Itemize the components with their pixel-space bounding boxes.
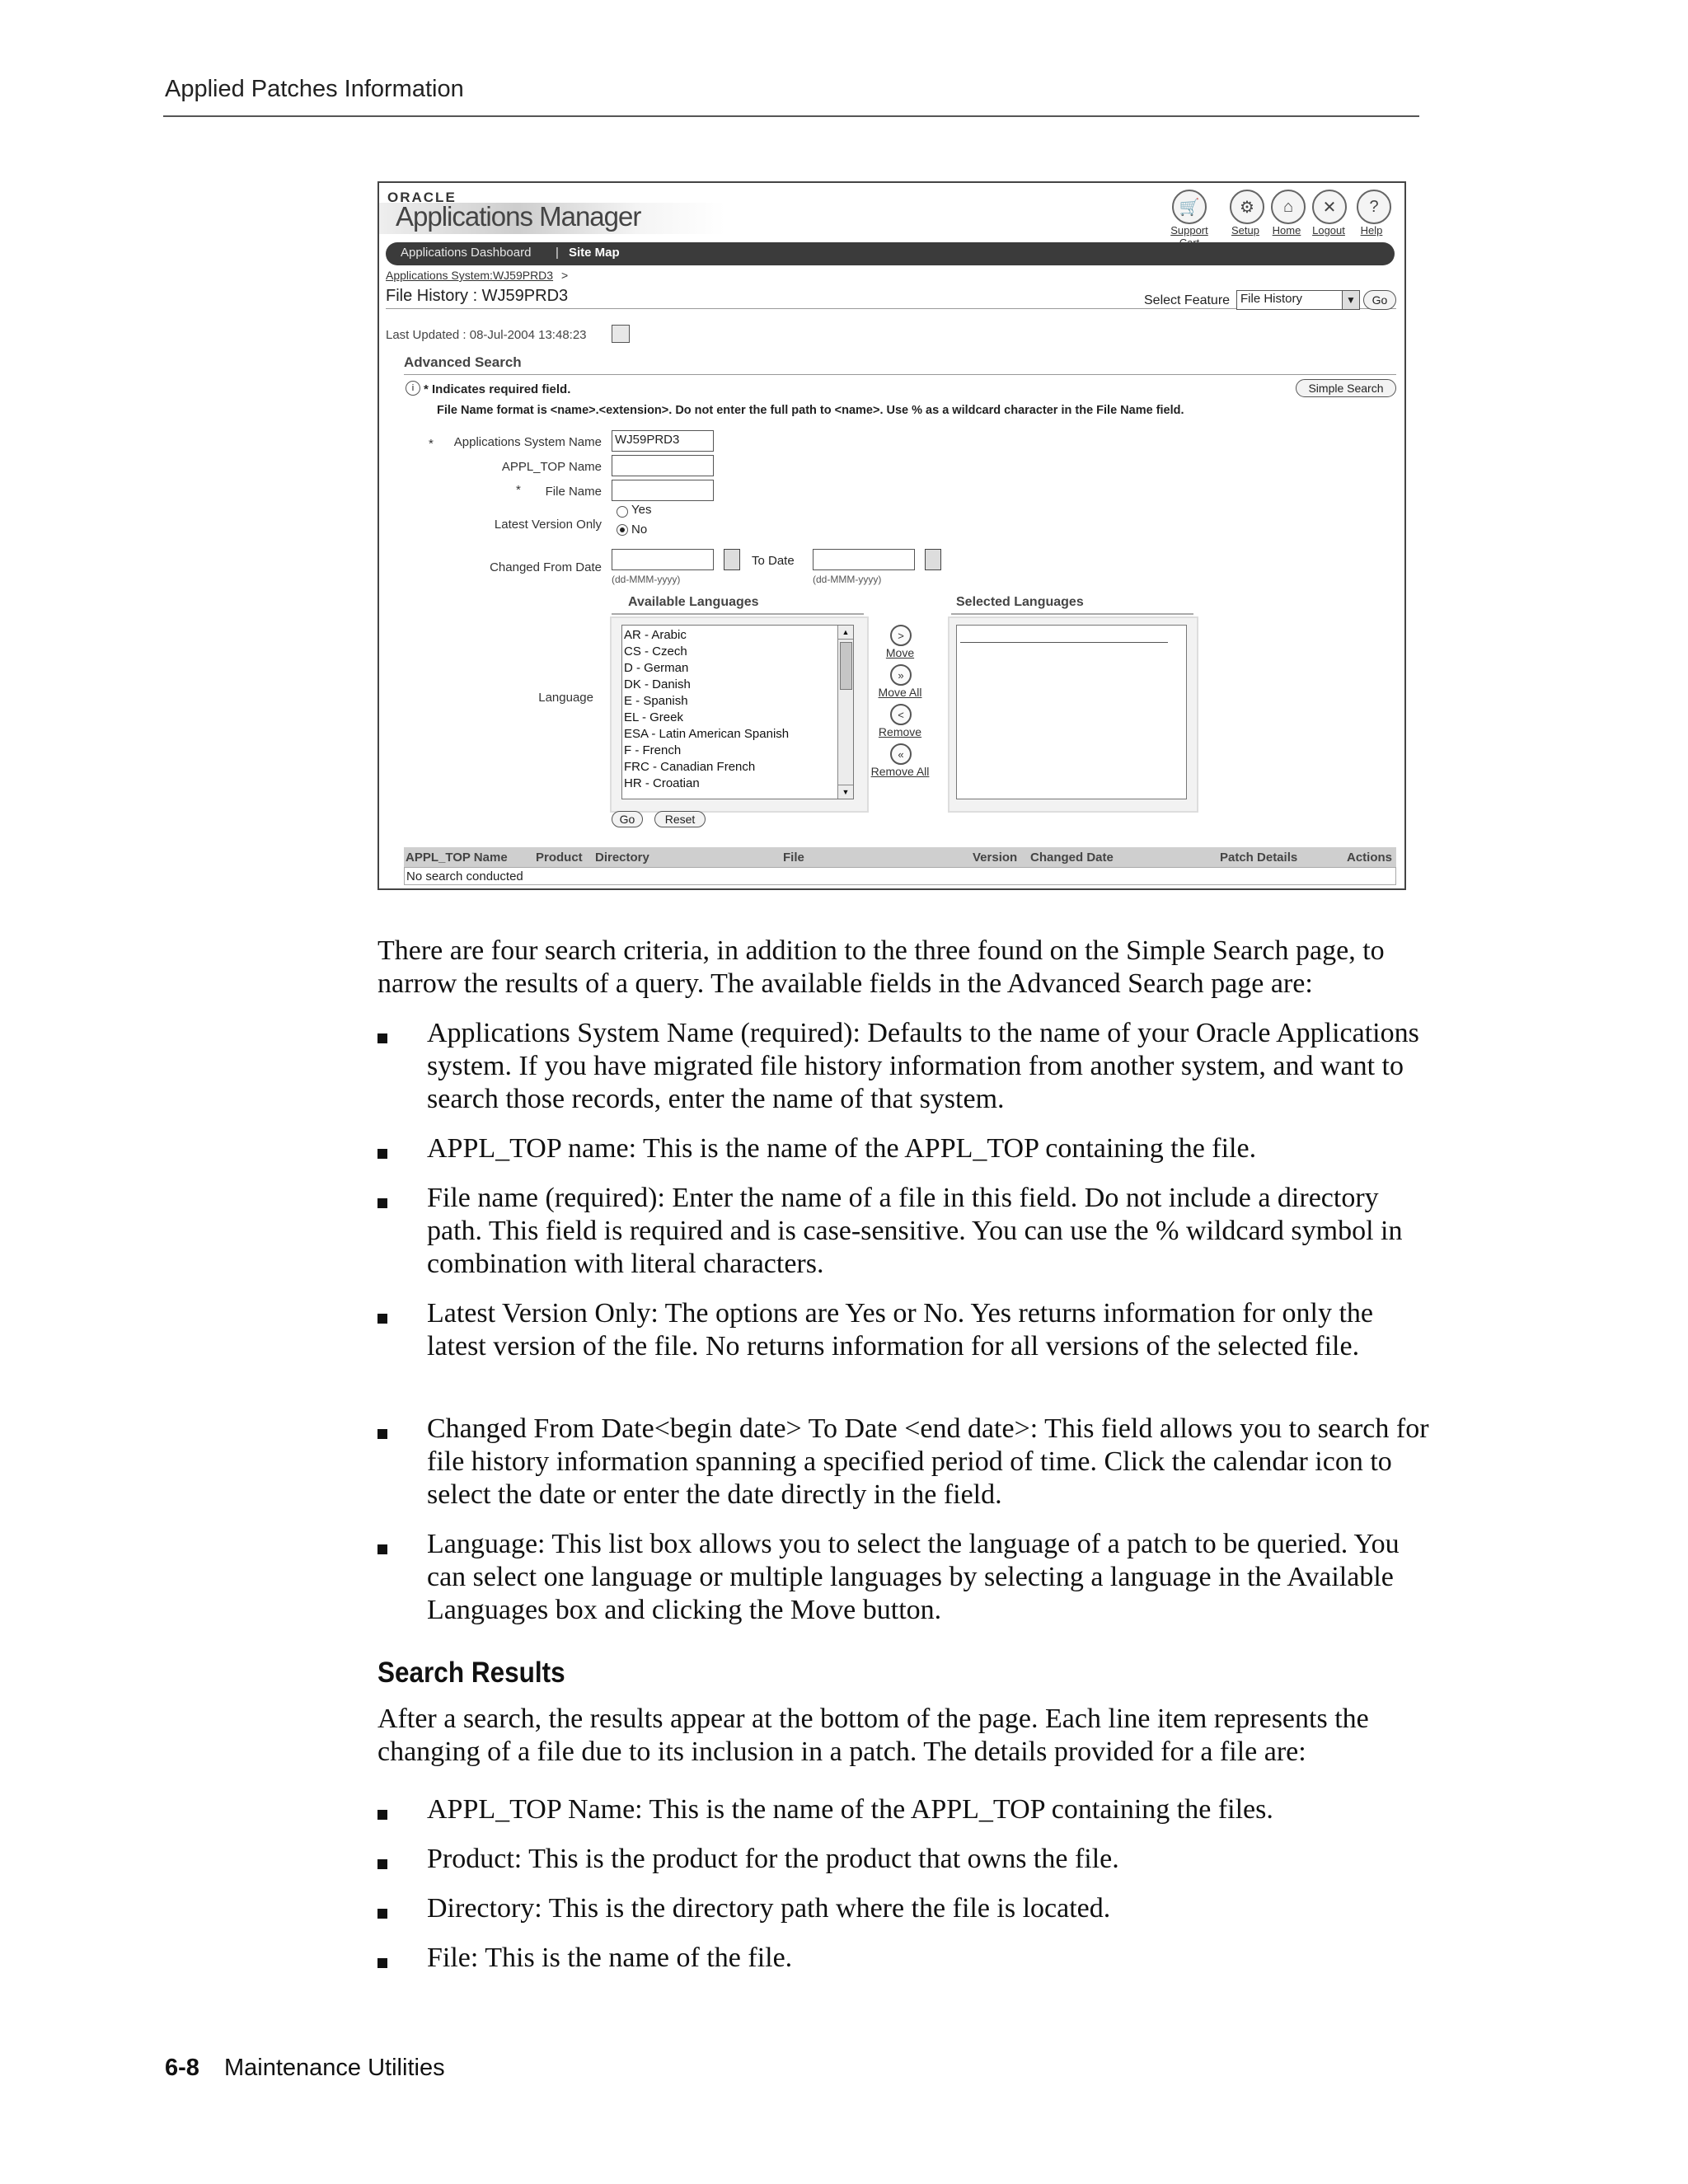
support-cart-link[interactable]: Support <box>1170 224 1208 237</box>
scroll-up-icon[interactable]: ▲ <box>838 626 853 640</box>
bullet-icon <box>377 1909 387 1919</box>
bullet-icon <box>377 1544 387 1554</box>
selected-languages-list[interactable] <box>956 625 1187 799</box>
app-title: Applications Manager <box>396 201 641 232</box>
cart-icon[interactable]: 🛒 <box>1172 190 1207 224</box>
running-header: Applied Patches Information <box>165 76 464 102</box>
bullet-icon <box>377 1810 387 1820</box>
required-star: * <box>516 483 521 497</box>
heading-rule <box>612 613 864 615</box>
appl-top-label: APPL_TOP Name <box>501 460 602 474</box>
page-title: File History : WJ59PRD3 <box>386 287 569 305</box>
results-intro-paragraph: After a search, the results appear at the bottom of the page. Each line item represents the changing of a file due to its inclusion in a patch. The details provided for a file are: <box>377 1704 1369 1767</box>
heading-rule <box>951 613 1193 615</box>
list-item[interactable]: E - Spanish <box>624 694 688 708</box>
language-options <box>624 627 835 792</box>
bullet-icon <box>377 1859 387 1869</box>
remove-link[interactable]: Remove <box>878 725 922 738</box>
breadcrumb <box>386 269 568 282</box>
list-item: Language: This list box allows you to select the language of a patch to be queried. You can select one language or multiple languages by selecting a language in the Available Languages box and clicking the Move button. <box>427 1529 1400 1625</box>
column-appl-top-name[interactable]: APPL_TOP Name <box>406 851 508 865</box>
tab-applications-dashboard[interactable]: Applications Dashboard <box>401 246 532 260</box>
column-file[interactable]: File <box>783 851 804 865</box>
chapter-title: Maintenance Utilities <box>224 2055 445 2081</box>
chevron-down-icon: ▼ <box>1342 291 1359 309</box>
setup-link[interactable]: Setup <box>1231 224 1259 237</box>
table-row <box>404 867 1396 885</box>
to-date-input[interactable] <box>813 549 915 570</box>
appl-top-input[interactable] <box>612 455 714 476</box>
changed-from-label: Changed From Date <box>490 560 602 574</box>
advanced-search-rule <box>404 374 1396 375</box>
column-product[interactable]: Product <box>536 851 583 865</box>
file-name-input[interactable] <box>612 480 714 501</box>
breadcrumb-separator: > <box>560 269 569 282</box>
oracle-logo: ORACLE <box>387 190 457 205</box>
radio-no-label: No <box>631 523 648 537</box>
select-feature-dropdown[interactable] <box>1236 290 1360 310</box>
help-link[interactable]: Help <box>1360 224 1383 237</box>
column-version[interactable]: Version <box>973 851 1018 865</box>
results-table-header <box>404 847 1396 867</box>
screenshot-figure <box>377 181 1406 890</box>
list-item: File name (required): Enter the name of a file in this field. Do not include a directory path. This field is required and is case-sensitive. You can use the % wildcard symbol in combination with literal characters. <box>427 1183 1403 1279</box>
move-all-icon[interactable]: » <box>890 664 912 686</box>
list-item[interactable]: D - German <box>624 661 689 675</box>
tab-bar <box>386 242 1395 265</box>
app-system-label: Applications System Name <box>453 435 602 449</box>
bullet-icon <box>377 1314 387 1324</box>
from-date-hint: (dd-MMM-yyyy) <box>612 574 681 585</box>
empty-list-line <box>960 642 1168 643</box>
format-note: File Name format is <name>.<extension>. Do not enter the full path to <name>. Use % as a wildcard character in the File Name field. <box>437 404 1184 417</box>
radio-yes-label: Yes <box>631 503 652 517</box>
last-updated: Last Updated : 08-Jul-2004 13:48:23 <box>386 328 587 342</box>
empty-results-message: No search conducted <box>406 869 523 883</box>
calendar-icon[interactable] <box>925 549 941 570</box>
bullet-icon <box>377 1149 387 1159</box>
list-item: APPL_TOP name: This is the name of the APPL_TOP containing the file. <box>427 1133 1257 1164</box>
bullet-icon <box>377 1198 387 1208</box>
available-languages-heading: Available Languages <box>628 595 759 609</box>
bullet-icon <box>377 1958 387 1968</box>
to-date-label: To Date <box>752 554 795 568</box>
list-item[interactable]: DK - Danish <box>624 677 691 691</box>
go-button[interactable]: Go <box>612 811 643 827</box>
header-rule <box>163 115 1419 117</box>
select-feature-go-button[interactable]: Go <box>1363 290 1396 310</box>
logout-link[interactable]: Logout <box>1312 224 1345 237</box>
column-patch-details: Patch Details <box>1220 851 1298 865</box>
intro-paragraph: There are four search criteria, in addition to the three found on the Simple Search page, to narrow the results of a query. The available fields in the Advanced Search page are: <box>377 935 1385 999</box>
scrollbar[interactable] <box>837 626 853 799</box>
changed-from-input[interactable] <box>612 549 714 570</box>
remove-all-link[interactable]: Remove All <box>870 765 930 778</box>
remove-all-icon[interactable]: « <box>890 743 912 765</box>
column-directory[interactable]: Directory <box>595 851 649 865</box>
radio-no[interactable] <box>617 524 628 536</box>
list-item[interactable]: HR - Croatian <box>624 776 700 790</box>
help-icon[interactable]: ? <box>1357 190 1391 224</box>
available-languages-list[interactable] <box>621 625 854 799</box>
column-changed-date[interactable]: Changed Date <box>1030 851 1114 865</box>
calendar-icon[interactable] <box>724 549 740 570</box>
list-item: Changed From Date<begin date> To Date <end date>: This field allows you to search for file history information spanning a specified period of time. Click the calendar icon to select the date or enter the date directly in the field. <box>427 1413 1429 1510</box>
bullet-icon <box>377 1429 387 1439</box>
list-item[interactable]: F - French <box>624 743 682 757</box>
list-item[interactable]: AR - Arabic <box>624 628 687 642</box>
language-label: Language <box>538 691 593 705</box>
info-icon: i <box>406 381 420 396</box>
breadcrumb-link[interactable]: Applications System:WJ59PRD3 <box>386 269 554 282</box>
move-all-link[interactable]: Move All <box>878 686 922 699</box>
simple-search-button[interactable]: Simple Search <box>1296 379 1396 397</box>
list-item: File: This is the name of the file. <box>427 1943 793 1973</box>
list-item: Directory: This is the directory path where the file is located. <box>427 1893 1111 1924</box>
scroll-down-icon[interactable]: ▼ <box>838 785 853 799</box>
scrollbar-thumb[interactable] <box>840 642 852 690</box>
move-icon[interactable]: > <box>890 625 912 646</box>
radio-yes[interactable] <box>617 506 628 518</box>
tab-site-map[interactable]: Site Map <box>569 246 620 260</box>
app-system-input[interactable]: WJ59PRD3 <box>612 430 714 452</box>
list-item[interactable]: CS - Czech <box>624 644 687 658</box>
logout-icon[interactable]: ✕ <box>1312 190 1347 224</box>
section-heading: Search Results <box>377 1657 565 1689</box>
list-item: Applications System Name (required): Defaults to the name of your Oracle Applications system. If you have migrated file history information from another system, and want to search those records, enter the name of that system. <box>427 1018 1419 1114</box>
tab-separator: | <box>556 246 559 260</box>
advanced-search-heading: Advanced Search <box>404 354 522 370</box>
home-link[interactable]: Home <box>1272 224 1301 237</box>
remove-icon[interactable]: < <box>890 704 912 725</box>
select-feature-value: File History <box>1240 292 1303 306</box>
file-name-label: File Name <box>545 485 602 499</box>
list-item[interactable]: EL - Greek <box>624 710 683 724</box>
setup-icon[interactable]: ⚙ <box>1230 190 1264 224</box>
bullet-icon <box>377 1033 387 1043</box>
home-icon[interactable]: ⌂ <box>1271 190 1306 224</box>
list-item[interactable]: FRC - Canadian French <box>624 760 756 774</box>
list-item: Latest Version Only: The options are Yes or No. Yes returns information for only the latest version of the file. No returns information for all versions of the selected file. <box>427 1298 1374 1361</box>
page-number: 6-8 <box>165 2055 199 2081</box>
list-item[interactable]: ESA - Latin American Spanish <box>624 727 790 741</box>
latest-version-label: Latest Version Only <box>494 518 602 532</box>
move-link[interactable]: Move <box>885 646 915 659</box>
list-item: Product: This is the product for the product that owns the file. <box>427 1844 1119 1874</box>
refresh-icon[interactable] <box>612 325 630 343</box>
required-note: * Indicates required field. <box>424 382 571 396</box>
selected-languages-heading: Selected Languages <box>956 595 1084 609</box>
column-actions: Actions <box>1347 851 1393 865</box>
to-date-hint: (dd-MMM-yyyy) <box>813 574 882 585</box>
reset-button[interactable]: Reset <box>654 811 706 827</box>
required-star: * <box>429 437 434 451</box>
select-feature-label: Select Feature <box>1144 293 1231 307</box>
list-item: APPL_TOP Name: This is the name of the APPL_TOP containing the files. <box>427 1794 1273 1825</box>
